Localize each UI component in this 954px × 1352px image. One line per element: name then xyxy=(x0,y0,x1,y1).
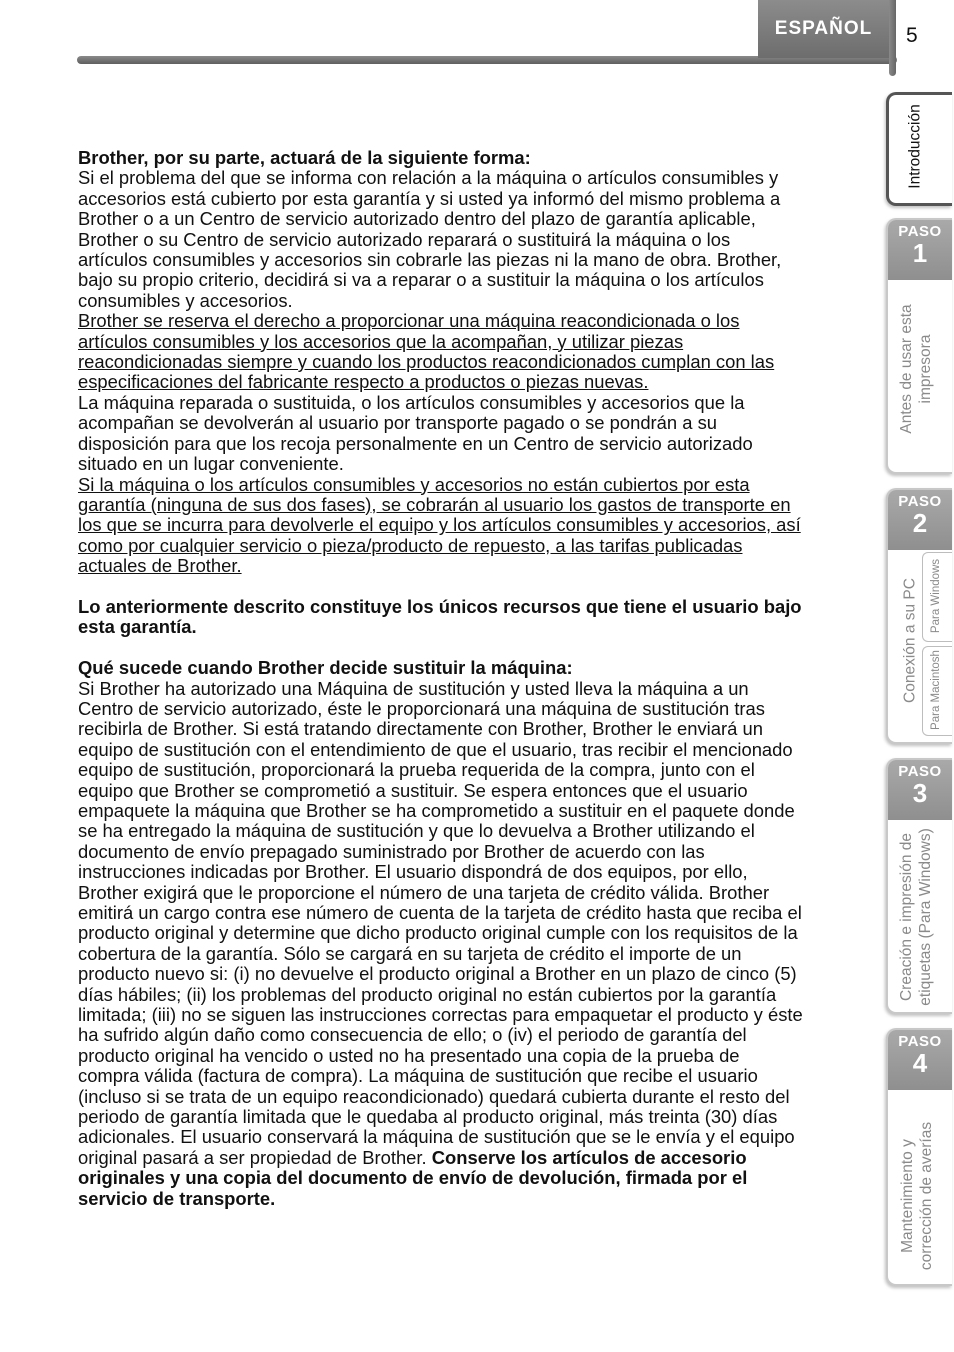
tab-paso-4-label: Mantenimiento y corrección de averías xyxy=(899,1121,935,1271)
subtab-para-macintosh[interactable] xyxy=(922,646,952,736)
paragraph-exclusive-remedies xyxy=(78,597,878,638)
sidebar-nav xyxy=(886,88,954,1352)
text-line: equipo que Brother se comprometió a sustituir. Se espera entonces que el usuario xyxy=(78,779,748,801)
text-normal: original pasará a ser propiedad de Brother. xyxy=(78,1146,432,1168)
text-bold: Conserve los artículos de accesorio xyxy=(431,1146,747,1168)
text-line: Si el problema del que se informa con relación a la máquina o artículos consumibles y xyxy=(78,167,779,189)
text-line: empaquete la máquina que Brother se ha comprometido a sustituir en el paquete donde xyxy=(78,799,795,821)
text-line: recibirla de Brother. Si está tratando directamente con Brother, Brother le enviará un xyxy=(78,718,763,740)
text-line: se ha entregado la máquina de sustitución y que lo devuelva a Brother utilizando el xyxy=(78,820,755,842)
subtab-para-windows-label: Para Windows xyxy=(930,558,942,634)
text-line: instrucciones indicadas por Brother. El usuario dispondrá de dos equipos, por ello, xyxy=(78,861,748,883)
section-heading-brother-obligations: Brother, por su parte, actuará de la siguiente forma: xyxy=(78,147,531,168)
paso-number: 3 xyxy=(912,778,928,808)
paragraph-return-shipping xyxy=(78,393,878,475)
text-line: artículos consumibles y los accesorios que la acompañan, y utilizar piezas xyxy=(78,330,684,352)
text-line: emitirá un cargo contra ese número de cuenta de la tarjeta de crédito hasta que reciba el xyxy=(78,902,802,923)
subtab-para-macintosh-label: Para Macintosh xyxy=(930,650,942,730)
paragraph-replacement-process xyxy=(78,679,878,1148)
text-line: equipo de sustitución con el entendimiento de que el usuario, tras recibir el mencionado xyxy=(78,738,793,760)
text-line: producto original y determine que dicho producto original cumple con los requisitos de la xyxy=(78,922,798,944)
tab-paso-2-header xyxy=(888,490,952,550)
text-line: situado en un lugar conveniente. xyxy=(78,453,344,475)
page-content xyxy=(78,148,878,1209)
text-line: Si Brother ha autorizado una Máquina de sustitución y usted lleva la máquina a un xyxy=(78,677,749,699)
text-line: Brother se reserva el derecho a proporcionar una máquina reacondicionada o los xyxy=(78,310,740,332)
text-line: los que se incurra para devolverle el equipo y los artículos consumibles y accesorios, así xyxy=(78,514,801,536)
section-heading-replacement: Qué sucede cuando Brother decide sustituir la máquina: xyxy=(78,657,573,679)
text-line: ha sufrido algún daño como consecuencia de ello; o (iv) el periodo de garantía del xyxy=(78,1024,747,1046)
paragraph-replacement-last-line xyxy=(78,1148,878,1168)
text-line: garantía (ninguna de sus dos fases), se cobrarán al usuario los gastos de transporte en xyxy=(78,493,791,515)
paragraph-keep-accessories xyxy=(78,1168,878,1209)
paragraph-repair-policy xyxy=(78,168,878,311)
text-line: producto original ha vencido o usted no ha presentado una copia de la prueba de xyxy=(78,1044,740,1066)
text-line: disposición para que los recoja personalmente en un Centro de servicio autorizado xyxy=(78,432,753,454)
text-line: días hábiles; (ii) los problemas del producto original no están cubiertos por la garantía xyxy=(78,983,777,1005)
subtab-para-windows[interactable] xyxy=(922,552,952,642)
tab-paso-1[interactable] xyxy=(886,218,952,474)
text-line: documento de envío prepagado suministrado por Brother de acuerdo con las xyxy=(78,840,705,862)
language-tab xyxy=(758,0,889,58)
text-line: como por cualquier servicio o pieza/producto de repuesto, a las tarifas publicadas xyxy=(78,534,743,556)
text-line: adicionales. El usuario conservará la máquina de sustitución que se le envía y el equipo xyxy=(78,1126,795,1148)
tab-paso-4-header xyxy=(888,1030,952,1090)
tab-paso-3-label: Creación e impresión de etiquetas (Para Windows) xyxy=(898,828,934,1006)
paso-number: 2 xyxy=(912,508,928,538)
text-line: consumibles y accesorios. xyxy=(78,289,293,311)
paso-label: PASO xyxy=(898,223,942,240)
tab-paso-2[interactable] xyxy=(886,488,952,744)
text-line: La máquina reparada o sustituida, o los artículos consumibles y accesorios que la xyxy=(78,391,745,413)
language-label: ESPAÑOL xyxy=(774,18,873,39)
text-line: compra válida (factura de compra). La máquina de sustitución que recibe el usuario xyxy=(78,1065,758,1087)
paso-number: 4 xyxy=(912,1048,928,1078)
text-line: Brother exigirá que le proporcione el número de una tarjeta de crédito válida. Brother xyxy=(78,881,770,903)
text-line: esta garantía. xyxy=(78,616,197,638)
paso-label: PASO xyxy=(898,1033,942,1050)
tab-introduccion-label: Introducción xyxy=(906,104,924,189)
text-line: acompañan se devolverán al usuario por transporte pagado o se pondrán a su xyxy=(78,412,717,434)
text-line: Lo anteriormente descrito constituye los únicos recursos que tiene el usuario bajo xyxy=(78,595,802,617)
tab-paso-3[interactable] xyxy=(886,758,952,1014)
tab-paso-4[interactable] xyxy=(886,1028,952,1286)
tab-paso-1-label: Antes de usar esta impresora xyxy=(898,304,934,434)
text-line: reacondicionadas siempre y cuando los productos reacondicionados cumplan con las xyxy=(78,351,775,373)
paragraph-reconditioned xyxy=(78,311,878,393)
text-line: periodo de garantía limitada que le quedaba al producto original, más treinta (30) días xyxy=(78,1106,778,1128)
text-line: equipo de sustitución, proporcionará la prueba requerida de la compra, junto con el xyxy=(78,759,755,781)
tab-paso-1-header xyxy=(888,220,952,280)
paso-number: 1 xyxy=(912,238,928,268)
tab-introduccion[interactable] xyxy=(886,92,952,206)
text-line: actuales de Brother. xyxy=(78,555,242,577)
paso-label: PASO xyxy=(898,493,942,510)
text-line: cobertura de la garantía. Sólo se cargará en su tarjeta de crédito el importe de un xyxy=(78,942,742,964)
text-line: (incluso si se trata de un equipo reacondicionado) quedará cubierta durante el resto del xyxy=(78,1085,790,1107)
text-line: Brother o a un Centro de servicio autorizado dentro del plazo de garantía aplicable, xyxy=(78,208,756,230)
paso-label: PASO xyxy=(898,763,942,780)
text-line: Si la máquina o los artículos consumibles y accesorios no están cubiertos por esta xyxy=(78,473,750,495)
text-line: servicio de transporte. xyxy=(78,1187,276,1209)
header-vertical-rule xyxy=(889,0,896,76)
tab-paso-3-header xyxy=(888,760,952,820)
text-line: producto nuevo si: (i) no devuelve el producto original a Brother en un plazo de cinco (5) xyxy=(78,963,797,985)
text-line: bajo su propio criterio, decidirá si va a reparar o a sustituir la máquina o los artículos xyxy=(78,269,764,291)
text-line: Brother o su Centro de servicio autorizado reparará o sustituirá la máquina o los xyxy=(78,228,731,250)
text-line: artículos consumibles y accesorios sin cobrarle las piezas ni la mano de obra. Brother, xyxy=(78,249,782,271)
paragraph-not-covered xyxy=(78,475,878,577)
text-line: accesorios está cubierto por esta garantía y si usted ya informó del mismo problema a xyxy=(78,187,781,209)
page-number: 5 xyxy=(906,24,918,47)
text-line: especificaciones del fabricante respecto a productos o piezas nuevas. xyxy=(78,371,649,393)
text-line: originales y una copia del documento de envío de devolución, firmada por el xyxy=(78,1167,748,1189)
text-line: Centro de servicio autorizado, éste le proporcionará una máquina de sustitución tras xyxy=(78,697,765,719)
text-line: limitada; (iii) no se siguen las instrucciones correctas para empaquetar el producto y éste xyxy=(78,1004,803,1026)
tab-paso-2-label: Conexión a su PC xyxy=(901,578,919,703)
